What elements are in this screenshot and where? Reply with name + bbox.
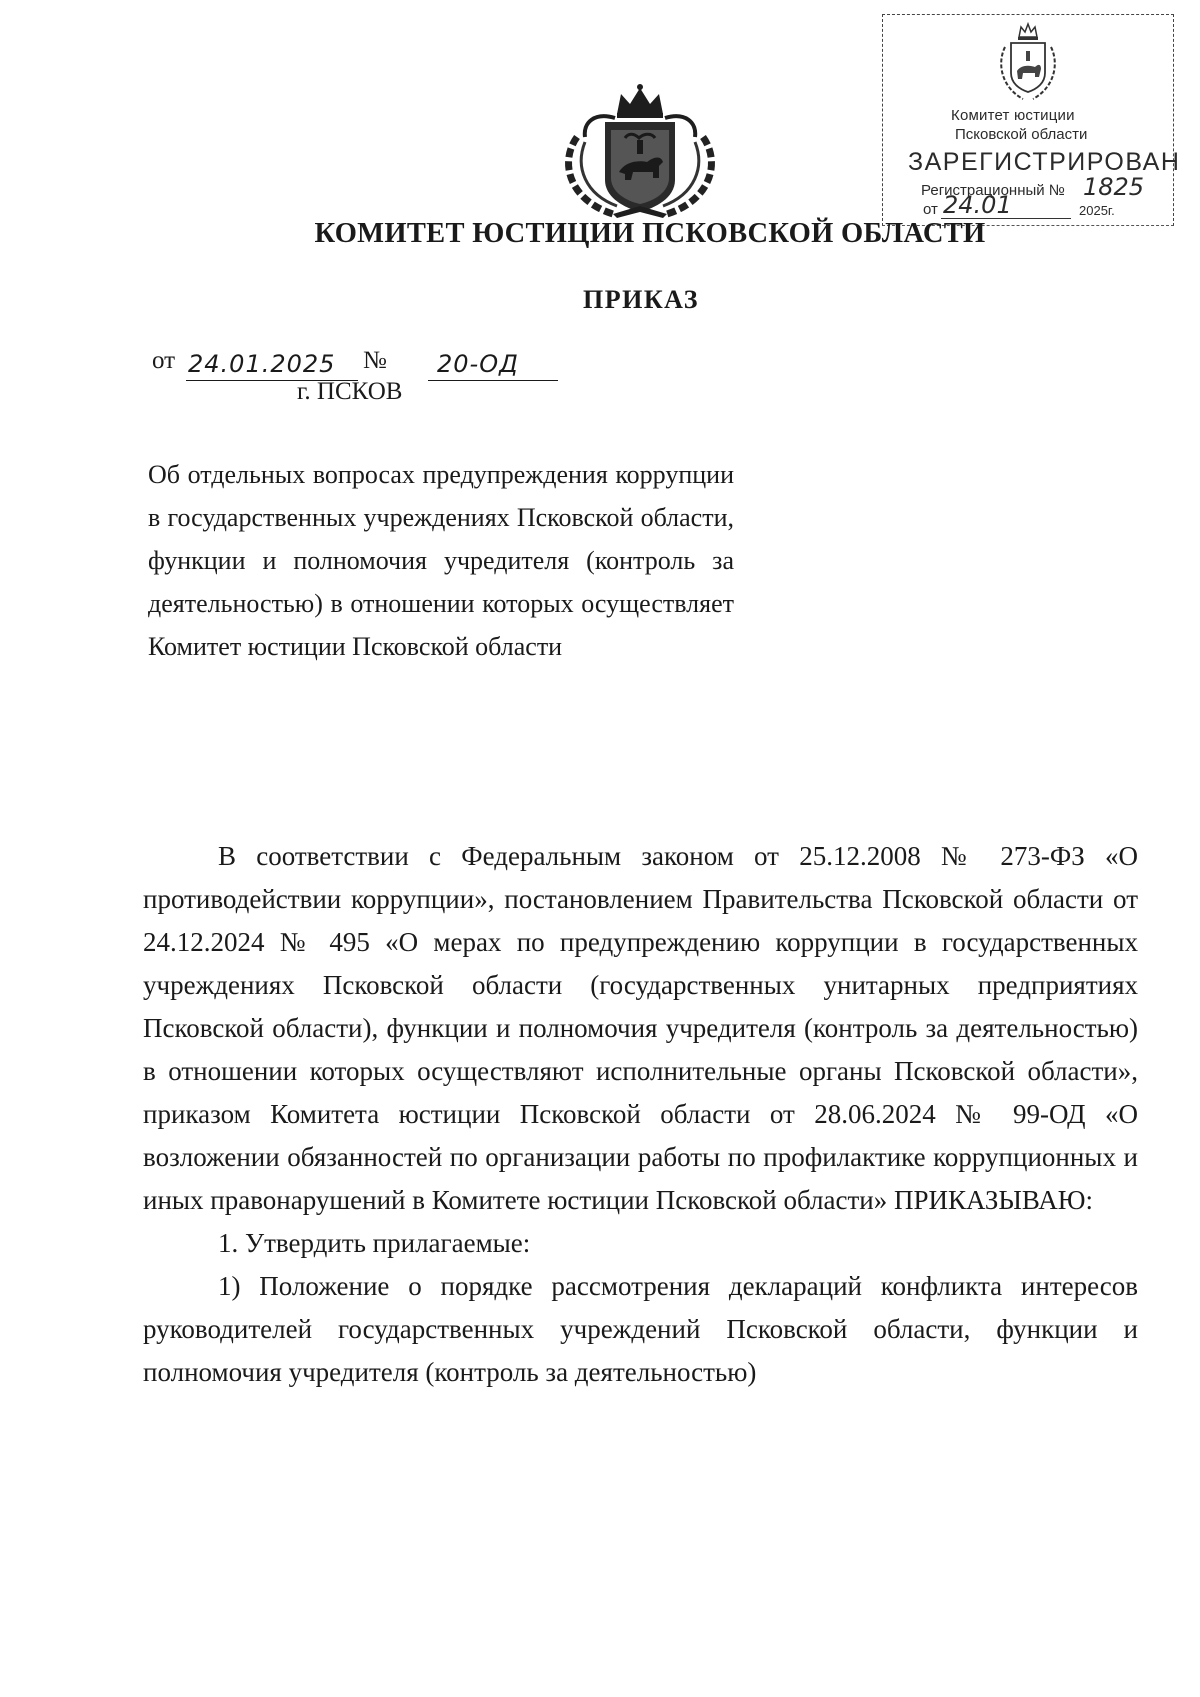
registration-stamp (882, 14, 1181, 226)
handwritten-number: 20-ОД (437, 350, 519, 378)
number-label: № (363, 347, 387, 374)
item-1-1: 1) Положение о порядке рассмотрения деклараций конфликта интересов руководителей государственных учреждений Псковской области, функции и полномочия учредителя (контроль за деятельностью) (143, 1271, 1138, 1387)
organization-title: КОМИТЕТ ЮСТИЦИИ ПСКОВСКОЙ ОБЛАСТИ (314, 218, 986, 249)
stamp-organization-line2: Псковской области (955, 126, 1088, 143)
item-1: 1. Утвердить прилагаемые: (218, 1228, 531, 1258)
preamble-paragraph: В соответствии с Федеральным законом от 25.12.2008 № 273-ФЗ «О противодействии коррупции», постановлением Правительства Псковской области от 24.12.2024 № 495 «О мерах по предупреждению коррупции в государственных учреждениях Псковской области (государственных унитарных предприятиях Псковской области), функции и полномочия учредителя (контроль за деятельностью) в отношении которых осуществляют исполнительные органы Псковской области», приказом Комитета юстиции Псковской области от 28.06.2024 № 99-ОД «О возложении обязанностей по организации работы по профилактике коррупционных и иных правонарушений в Комитете юстиции Псковской области» ПРИКАЗЫВАЮ: (143, 841, 1138, 1215)
order-subject: Об отдельных вопросах предупреждения коррупции в государственных учреждениях Псковской области, функции и полномочия учредителя (контроль за деятельностью) в отношении которых осуществляет Комитет юстиции Псковской области (148, 460, 734, 661)
stamp-date-handwritten: 24.01 (943, 191, 1012, 219)
city: г. ПСКОВ (297, 378, 403, 405)
stamp-coat-of-arms-emblem (995, 21, 1061, 105)
stamp-registration-number: 1825 (1083, 173, 1145, 201)
stamp-from-label: от (923, 201, 938, 218)
document-type: ПРИКАЗ (583, 285, 700, 314)
stamp-year: 2025г. (1079, 203, 1115, 218)
stamp-status: ЗАРЕГИСТРИРОВАН (908, 148, 1181, 176)
coat-of-arms-emblem (555, 82, 725, 220)
number-underline (428, 380, 558, 381)
order-body (143, 835, 1138, 1394)
date-from-label: от (152, 347, 176, 374)
handwritten-date: 24.01.2025 (188, 350, 336, 378)
stamp-organization-line1: Комитет юстиции (951, 107, 1075, 124)
stamp-registration-label: Регистрационный № (921, 182, 1065, 199)
